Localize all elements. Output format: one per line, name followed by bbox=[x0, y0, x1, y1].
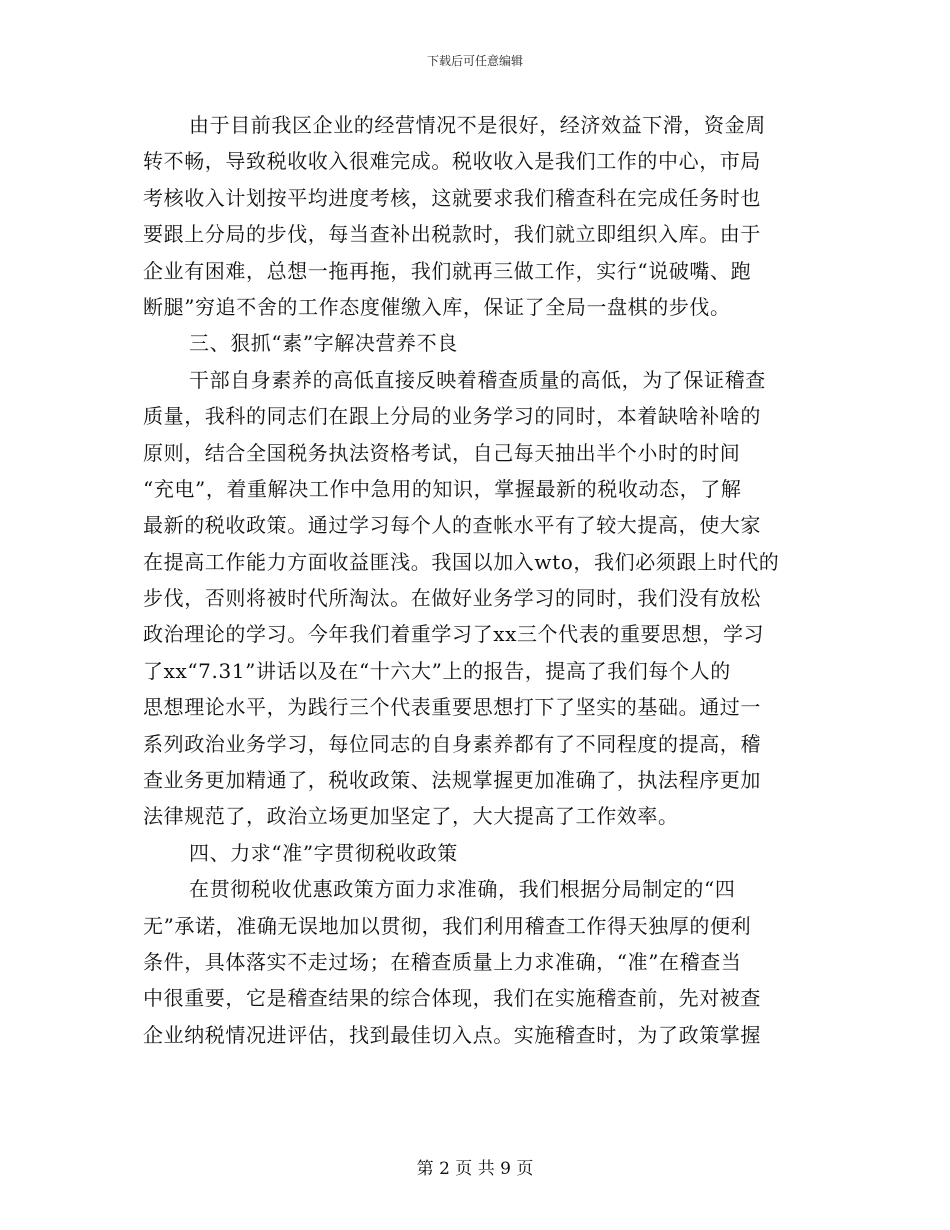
paragraph-line: 了xx“7.31”讲话以及在“十六大”上的报告，提高了我们每个人的 bbox=[143, 658, 731, 683]
paragraph-line: 转不畅，导致税收收入很难完成。税收收入是我们工作的中心，市局 bbox=[143, 149, 761, 174]
paragraph-line: 无”承诺，准确无误地加以贯彻，我们利用稽查工作得天独厚的便利 bbox=[143, 913, 752, 938]
paragraph-line: 质量，我科的同志们在跟上分局的业务学习的同时，本着缺啥补啥的 bbox=[143, 404, 761, 429]
paragraph-line: 步伐，否则将被时代所淘汰。在做好业务学习的同时，我们没有放松 bbox=[143, 586, 761, 611]
paragraph-line: 企业纳税情况进评估，找到最佳切入点。实施稽查时，为了政策掌握 bbox=[143, 1022, 761, 1047]
paragraph-line: 由于目前我区企业的经营情况不是很好，经济效益下滑，资金周 bbox=[189, 113, 766, 137]
paragraph-line: 干部自身素养的高低直接反映着稽查质量的高低，为了保证稽查 bbox=[189, 367, 766, 392]
paragraph-line: 查业务更加精通了，税收政策、法规掌握更加准确了，执法程序更加 bbox=[143, 768, 761, 793]
document-body bbox=[143, 107, 807, 1053]
paragraph-line: 在提高工作能力方面收益匪浅。我国以加入wto，我们必须跟上时代的 bbox=[143, 549, 780, 574]
page-header: 下载后可任意编辑 bbox=[426, 54, 523, 68]
paragraph-line: 考核收入计划按平均进度考核，这就要求我们稽查科在完成任务时也 bbox=[143, 185, 761, 210]
paragraph-line: 最新的税收政策。通过学习每个人的查帐水平有了较大提高，使大家 bbox=[143, 513, 761, 538]
section-heading: 三、狠抓“素”字解决营养不良 bbox=[189, 331, 458, 356]
paragraph-line: 断腿”穷追不舍的工作态度催缴入库，保证了全局一盘棋的步伐。 bbox=[143, 294, 731, 319]
paragraph-line: 要跟上分局的步伐，每当查补出税款时，我们就立即组织入库。由于 bbox=[143, 222, 761, 247]
paragraph-line: 原则，结合全国税务执法资格考试，自己每天抽出半个小时的时间 bbox=[143, 440, 741, 465]
paragraph-line: 思想理论水平，为践行三个代表重要思想打下了坚实的基础。通过一 bbox=[143, 695, 761, 720]
paragraph-line: 法律规范了，政治立场更加坚定了，大大提高了工作效率。 bbox=[143, 804, 679, 829]
section-heading: 四、力求“准”字贯彻税收政策 bbox=[189, 840, 458, 865]
paragraph-line: “充电”，着重解决工作中急用的知识，掌握最新的税收动态，了解 bbox=[143, 476, 742, 501]
paragraph-line: 条件，具体落实不走过场；在稽查质量上力求准确，“准”在稽查当 bbox=[143, 949, 742, 974]
paragraph-line: 在贯彻税收优惠政策方面力求准确，我们根据分局制定的“四 bbox=[189, 877, 736, 902]
paragraph-line: 系列政治业务学习，每位同志的自身素养都有了不同程度的提高，稽 bbox=[143, 731, 761, 756]
paragraph-line: 企业有困难，总想一拖再拖，我们就再三做工作，实行“说破嘴、跑 bbox=[143, 258, 752, 283]
paragraph-line: 政治理论的学习。今年我们着重学习了xx三个代表的重要思想，学习 bbox=[143, 622, 765, 647]
page-footer: 第 2 页 共 9 页 bbox=[416, 1159, 534, 1179]
paragraph-line: 中很重要，它是稽查结果的综合体现，我们在实施稽查前，先对被查 bbox=[143, 986, 761, 1011]
